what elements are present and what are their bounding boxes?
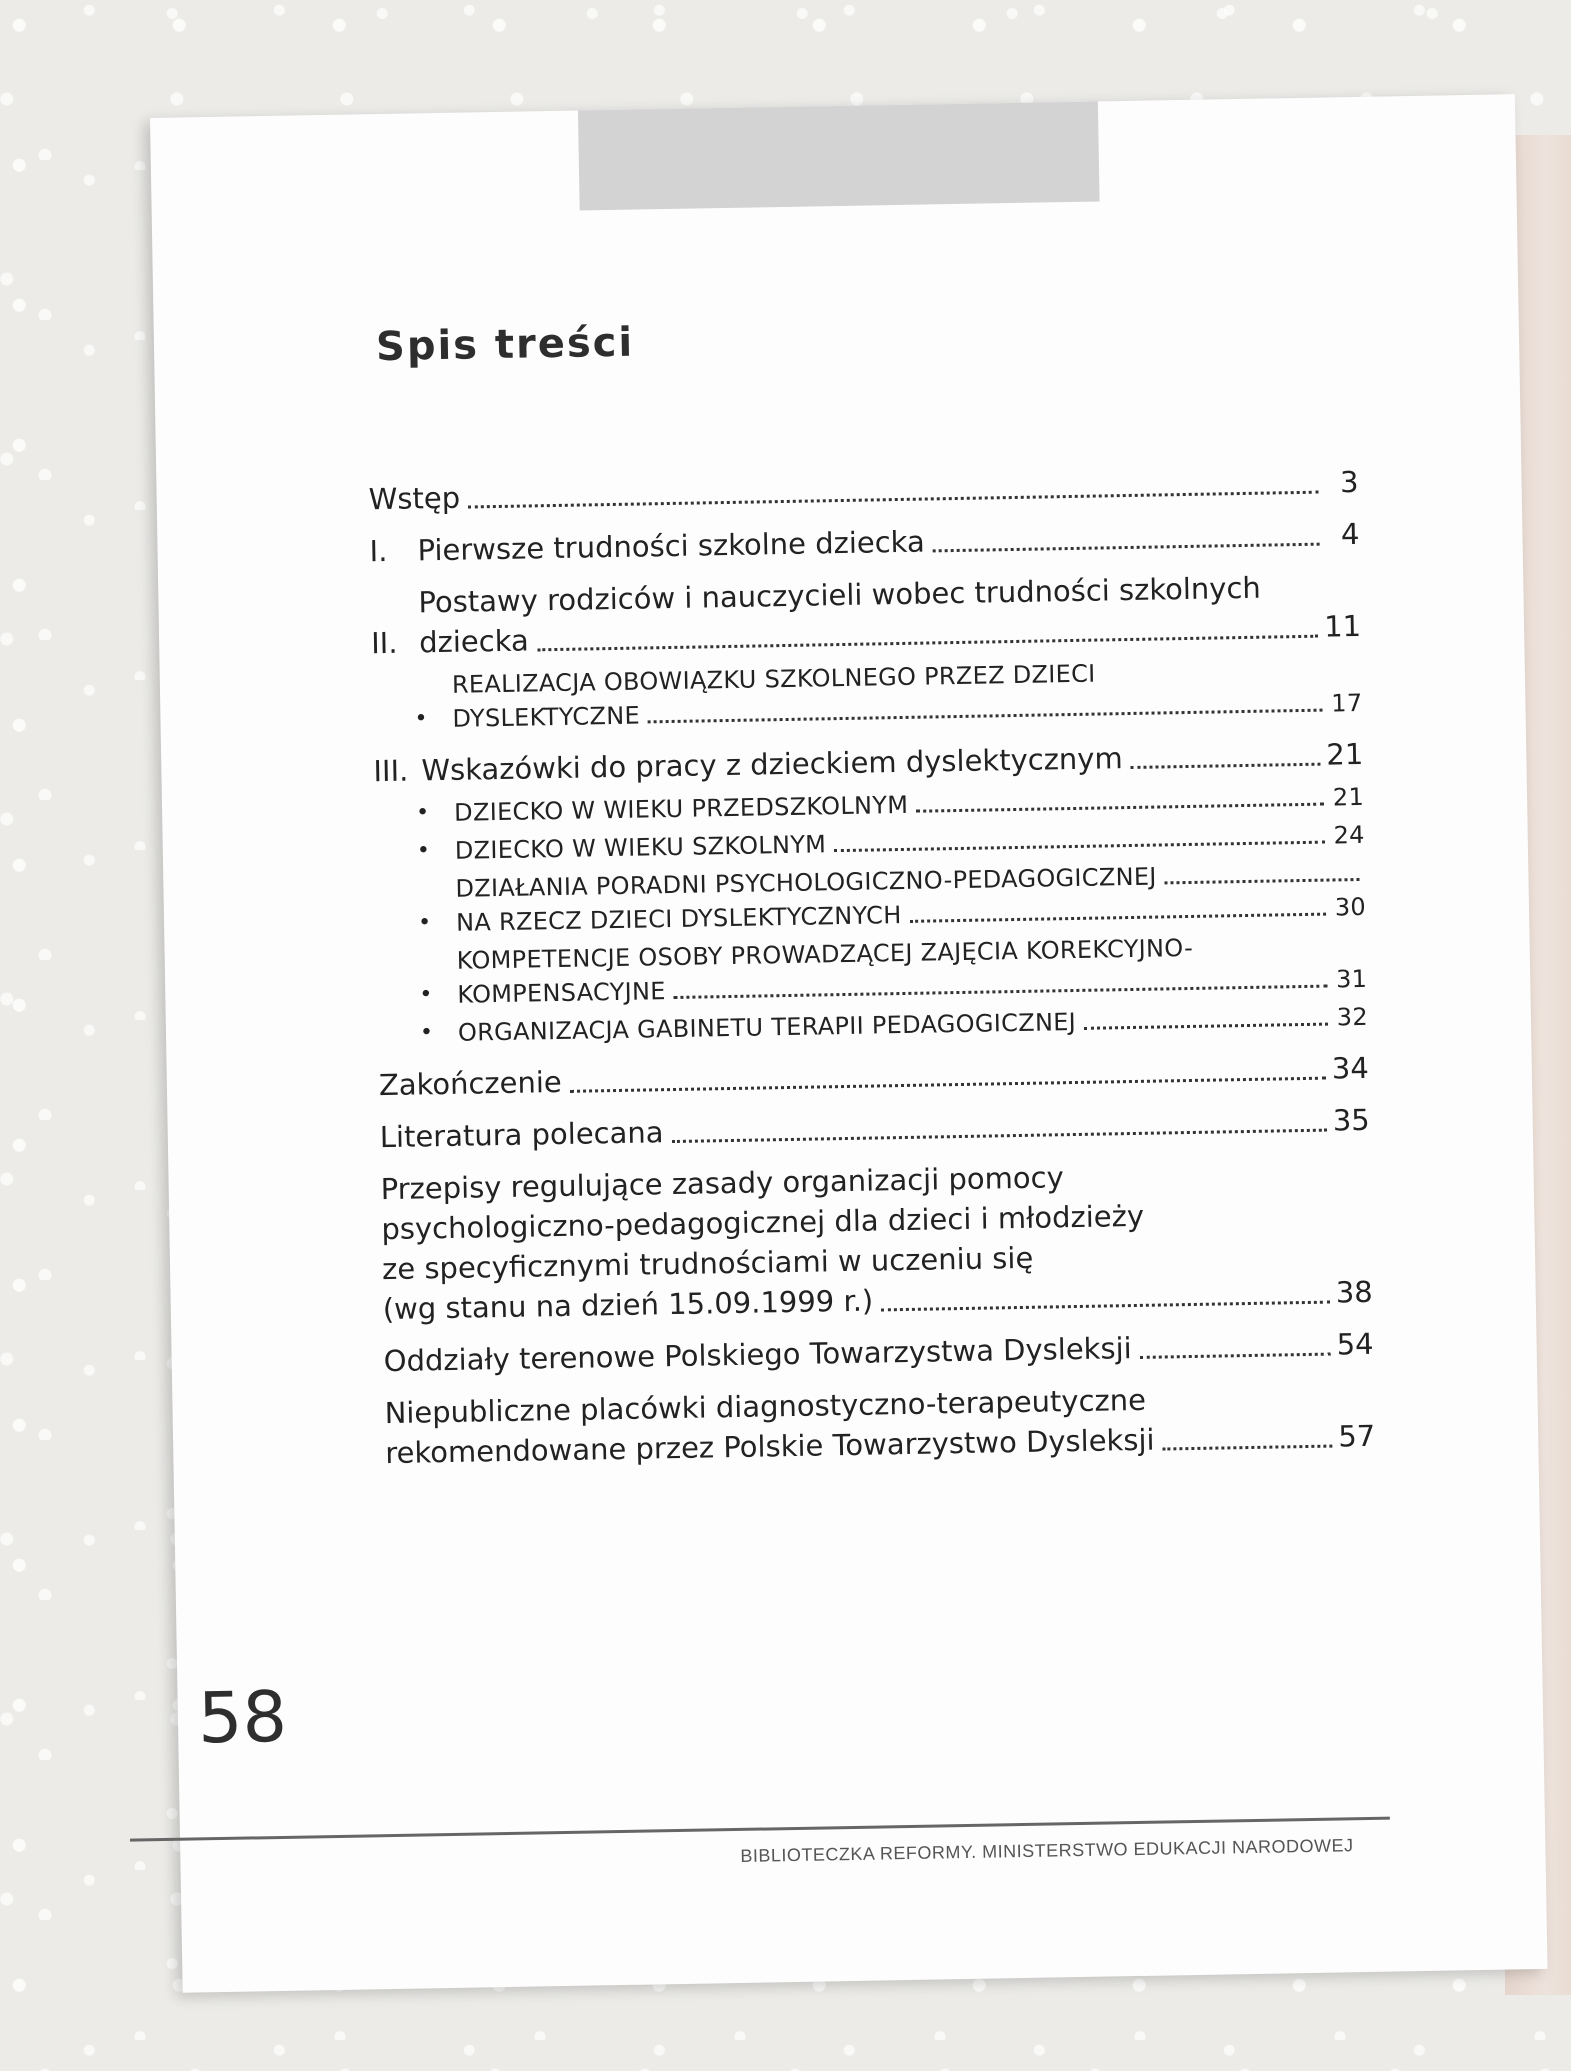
toc-subentry <box>417 856 1366 941</box>
toc-entry-title: DYSLEKTYCZNE <box>452 701 641 733</box>
toc-page-number: 35 <box>1332 1102 1370 1138</box>
toc-entry-title: DZIAŁANIA PORADNI PSYCHOLOGICZNO-PEDAGOGICZNEJ <box>455 862 1157 903</box>
toc-page-number: 4 <box>1340 516 1360 552</box>
dot-leader <box>468 491 1319 509</box>
toc-entry-title: Zakończenie <box>378 1064 562 1103</box>
bullet-icon: • <box>416 838 431 864</box>
bullet-icon: • <box>415 800 430 826</box>
dot-leader <box>672 1129 1327 1143</box>
toc-page-number: 3 <box>1339 464 1359 500</box>
toc-subentry <box>414 652 1363 737</box>
toc-entry-title: psychologiczno-pedagogicznej dla dzieci i młodzieży <box>381 1198 1145 1247</box>
toc-entry-title: Wstęp <box>368 480 461 517</box>
footer-text: BIBLIOTECZKA REFORMY. MINISTERSTWO EDUKACJI NARODOWEJ <box>740 1835 1354 1866</box>
toc-entry-title: KOMPETENCJE OSOBY PROWADZĄCEJ ZAJĘCIA KOREKCYJNO- <box>456 933 1194 975</box>
toc-entry-title: dziecka <box>418 623 530 660</box>
toc-page-number: 38 <box>1335 1274 1373 1310</box>
toc-entry-literatura <box>379 1100 1370 1157</box>
toc-page-number: 57 <box>1337 1418 1376 1454</box>
dot-leader <box>570 1077 1326 1093</box>
toc-entry-title: Wskazówki do pracy z dzieckiem dyslektycznym <box>421 741 1123 788</box>
toc-entry-title: KOMPENSACYJNE <box>457 977 666 1009</box>
page-title: Spis treści <box>375 319 635 371</box>
toc-entry-title: DZIECKO W WIEKU SZKOLNYM <box>454 830 827 865</box>
dot-leader <box>1140 1353 1331 1359</box>
table-of-contents <box>368 462 1375 1485</box>
toc-entry-title: Niepubliczne placówki diagnostyczno-terapeutyczne <box>384 1382 1147 1431</box>
dot-leader <box>1165 878 1360 884</box>
toc-entry-title: Oddziały terenowe Polskiego Towarzystwa Dysleksji <box>383 1331 1132 1379</box>
toc-entry-chapter-2 <box>370 566 1361 663</box>
toc-page-number: 54 <box>1336 1326 1374 1362</box>
toc-entry-title: NA RZECZ DZIECI DYSLEKTYCZNYCH <box>455 901 902 937</box>
toc-entry-placowki <box>384 1376 1375 1473</box>
chapter-number: III. <box>373 753 409 789</box>
toc-entry-title: (wg stanu na dzień 15.09.1999 r.) <box>382 1283 874 1327</box>
dot-leader <box>1131 763 1321 769</box>
toc-entry-title: rekomendowane przez Polskie Towarzystwo Dysleksji <box>385 1422 1155 1471</box>
booklet-page <box>150 94 1548 1993</box>
toc-entry-zakonczenie <box>379 1048 1370 1105</box>
dot-leader <box>916 803 1324 813</box>
toc-page-number: 11 <box>1323 608 1362 644</box>
toc-entry-title: REALIZACJA OBOWIĄZKU SZKOLNEGO PRZEZ DZIECI <box>451 659 1096 699</box>
toc-entry-title: Postawy rodziców i nauczycieli wobec trudności szkolnych <box>418 570 1262 620</box>
toc-entry-title: Przepisy regulujące zasady organizacji pomocy <box>380 1160 1064 1207</box>
header-bar <box>578 101 1100 210</box>
dot-leader <box>674 985 1328 999</box>
toc-page-number: 34 <box>1331 1050 1370 1086</box>
dot-leader <box>1163 1445 1333 1451</box>
toc-page-number: 21 <box>1326 736 1364 772</box>
toc-entry-title: DZIECKO W WIEKU PRZEDSZKOLNYM <box>453 790 909 827</box>
toc-page-number: 30 <box>1334 892 1367 922</box>
bullet-icon: • <box>419 982 433 1008</box>
toc-entry-chapter-1 <box>369 514 1360 571</box>
toc-page-number: 21 <box>1332 782 1365 812</box>
toc-entry-title: Pierwsze trudności szkolne dziecka <box>417 524 925 568</box>
dot-leader <box>910 913 1326 923</box>
dot-leader <box>537 635 1318 652</box>
toc-entry-title: ORGANIZACJA GABINETU TERAPII PEDAGOGICZNEJ <box>457 1007 1077 1047</box>
chapter-number: II. <box>370 625 398 661</box>
dot-leader <box>648 709 1323 724</box>
toc-page-number: 31 <box>1335 964 1368 994</box>
toc-page-number: 17 <box>1331 688 1363 718</box>
dot-leader <box>1084 1023 1328 1030</box>
toc-page-number: 32 <box>1336 1002 1369 1032</box>
chapter-number: I. <box>369 533 388 569</box>
dot-leader <box>834 841 1325 853</box>
toc-entry-title: Literatura polecana <box>379 1115 664 1155</box>
page-number: 58 <box>197 1675 288 1760</box>
toc-entry-wstep <box>368 462 1359 519</box>
toc-entry-title: ze specyficznymi trudnościami w uczeniu się <box>381 1240 1034 1287</box>
dot-leader <box>881 1301 1330 1312</box>
toc-subentry <box>418 928 1367 1013</box>
bullet-icon: • <box>414 706 429 732</box>
toc-page-number: 24 <box>1333 820 1365 850</box>
toc-entry-oddzialy <box>383 1324 1374 1381</box>
bullet-icon: • <box>419 1020 434 1046</box>
toc-entry-przepisy <box>380 1152 1373 1329</box>
dot-leader <box>933 543 1320 553</box>
bullet-icon: • <box>417 910 432 936</box>
